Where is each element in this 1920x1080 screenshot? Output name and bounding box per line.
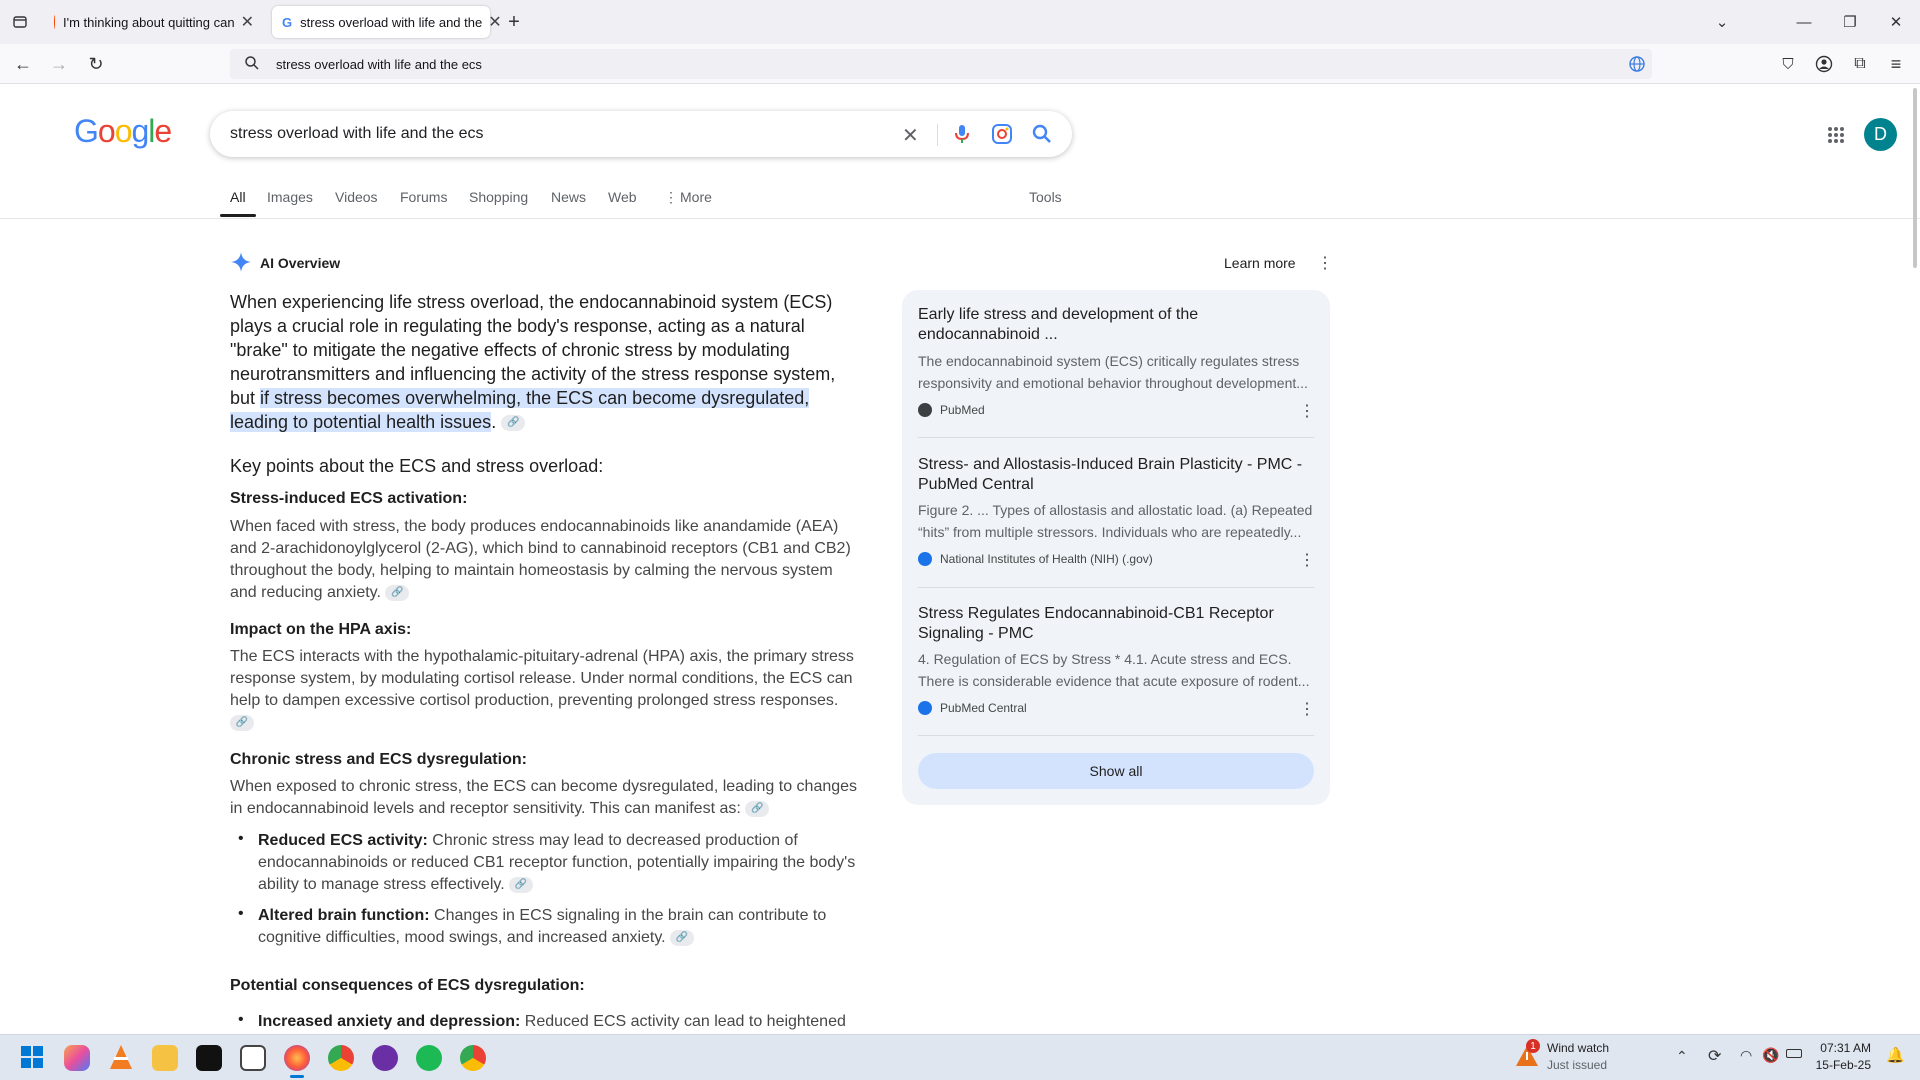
source-1-title[interactable]: Early life stress and development of the endocannabinoid ... bbox=[918, 306, 1199, 343]
search-icon bbox=[244, 55, 260, 76]
tab-1-close-icon[interactable]: ✕ bbox=[240, 14, 254, 31]
show-all-button[interactable]: Show all bbox=[918, 753, 1314, 789]
active-tab-underline bbox=[220, 214, 256, 217]
citation-link-icon[interactable]: 🔗 bbox=[385, 585, 409, 601]
battery-icon[interactable] bbox=[1786, 1049, 1802, 1058]
bullet-2-body: Changes in ECS signaling in the brain can contribute to cognitive difficulties, mood swings, and increased anxiety. bbox=[258, 907, 827, 946]
firefox-icon[interactable] bbox=[284, 1045, 310, 1071]
source-2-site[interactable] bbox=[918, 552, 1153, 566]
forward-arrow-icon[interactable]: → bbox=[50, 53, 68, 74]
source-3-kebab-icon[interactable]: ⋮ bbox=[1299, 701, 1315, 718]
tab-2[interactable] bbox=[272, 6, 502, 38]
clock-app-icon[interactable] bbox=[240, 1045, 266, 1071]
tray-chevron-icon[interactable]: ⌃ bbox=[1676, 1048, 1688, 1064]
section-2-heading: Impact on the HPA axis: bbox=[230, 621, 412, 638]
tab-web[interactable]: Web bbox=[608, 189, 637, 205]
vlc-icon[interactable] bbox=[108, 1043, 134, 1076]
windows-start-icon[interactable] bbox=[20, 1045, 44, 1074]
tab-shopping[interactable]: Shopping bbox=[469, 189, 529, 205]
lead-highlight: if stress becomes overwhelming, the ECS can become dysregulated, leading to potential health issues bbox=[230, 388, 810, 432]
section-1-body: When faced with stress, the body produces endocannabinoids like anandamide (AEA) and 2-arachidonoylglycerol (2-AG), which bind to cannabinoid receptors (CB1 and CB2) throughout the body, helping to maintain homeostasis by calming the nervous system and reducing anxiety. bbox=[230, 518, 851, 601]
source-1-site[interactable] bbox=[918, 403, 985, 417]
source-2-snippet: Figure 2. ... Types of allostasis and allostatic load. (a) Repeated “hits” from multiple stressors. Individuals who are repeatedly... bbox=[918, 502, 1313, 540]
header-divider bbox=[0, 218, 1920, 219]
bullet-1-body: Chronic stress may lead to decreased production of endocannabinoids or reduced CB1 receptor function, potentially impairing the body's ability to manage stress effectively. bbox=[258, 832, 856, 893]
tab-2-title: stress overload with life and the bbox=[300, 14, 483, 30]
bullet-1 bbox=[258, 830, 862, 896]
tab-videos[interactable]: Videos bbox=[335, 189, 378, 205]
bullet-2-head: Altered brain function: bbox=[258, 907, 430, 924]
source-1-kebab-icon[interactable]: ⋮ bbox=[1299, 403, 1315, 420]
sync-icon[interactable]: ⟳ bbox=[1708, 1048, 1722, 1065]
page-scrollbar[interactable] bbox=[1913, 88, 1917, 268]
citation-link-icon[interactable]: 🔗 bbox=[509, 877, 533, 893]
section-3-heading: Chronic stress and ECS dysregulation: bbox=[230, 751, 527, 768]
bullet-dot: • bbox=[238, 830, 244, 847]
minimize-button[interactable]: — bbox=[1796, 13, 1812, 31]
tab-all[interactable]: All bbox=[230, 189, 246, 205]
back-arrow-icon[interactable]: ← bbox=[14, 53, 32, 74]
tab-list-icon[interactable] bbox=[8, 10, 32, 34]
account-avatar[interactable]: D bbox=[1864, 118, 1897, 151]
menu-icon[interactable]: ≡ bbox=[1890, 53, 1902, 74]
bullet-2 bbox=[258, 905, 862, 949]
lead-end: . bbox=[491, 412, 497, 432]
section-2-text bbox=[230, 646, 862, 734]
wifi-icon[interactable]: ◠ bbox=[1740, 1047, 1753, 1063]
section-1-heading: Stress-induced ECS activation: bbox=[230, 490, 468, 507]
google-logo[interactable]: Google bbox=[74, 113, 172, 149]
search-input[interactable]: stress overload with life and the ecs bbox=[230, 125, 484, 142]
section-1-text bbox=[230, 516, 862, 604]
close-window-button[interactable]: ✕ bbox=[1889, 14, 1903, 31]
tab-news[interactable]: News bbox=[551, 189, 587, 205]
search-submit-icon[interactable] bbox=[1031, 123, 1053, 150]
source-2-title[interactable]: Stress- and Allostasis-Induced Brain Plasticity - PMC - PubMed Central bbox=[918, 456, 1303, 493]
spotify-icon[interactable] bbox=[416, 1045, 442, 1071]
pocket-icon[interactable]: ⛉ bbox=[1782, 55, 1794, 73]
source-2-site-name: National Institutes of Health (NIH) (.gov) bbox=[940, 552, 1153, 566]
copilot-icon[interactable] bbox=[64, 1045, 90, 1071]
ai-sparkle-icon bbox=[230, 251, 252, 278]
bullet-dot: • bbox=[238, 905, 244, 922]
ai-lead-paragraph bbox=[230, 290, 860, 434]
section-2-body: The ECS interacts with the hypothalamic-pituitary-adrenal (HPA) axis, the primary stress response system, by modulating cortisol release. Under normal conditions, the ECS can help to dampen excessive cortisol production, preventing prolonged stress responses. bbox=[230, 648, 854, 709]
ai-overview-title: AI Overview bbox=[260, 255, 341, 271]
learn-more-link[interactable]: Learn more bbox=[1224, 255, 1296, 271]
active-app-indicator bbox=[290, 1075, 304, 1078]
weather-title[interactable]: Wind watch bbox=[1547, 1041, 1610, 1055]
searchbox-divider bbox=[937, 124, 938, 146]
lead-text: When experiencing life stress overload, the endocannabinoid system (ECS) plays a crucial role in regulating the body's response, acting as a natural "brake" to mitigate the negative effects of chronic stress by modulating neurotransmitters and influencing the activity of the stress response system, but bbox=[230, 292, 836, 408]
tab-more[interactable]: More bbox=[680, 189, 712, 205]
section-4-heading: Potential consequences of ECS dysregulation: bbox=[230, 977, 585, 994]
extensions-icon[interactable]: ⧉ bbox=[1854, 55, 1866, 72]
source-2-kebab-icon[interactable]: ⋮ bbox=[1299, 552, 1315, 569]
source-3-site-name: PubMed Central bbox=[940, 701, 1027, 715]
source-divider bbox=[918, 437, 1314, 438]
translate-globe-icon[interactable] bbox=[1628, 55, 1646, 78]
source-1-site-name: PubMed bbox=[940, 403, 985, 417]
section-3-text bbox=[230, 776, 862, 820]
bullet-3-head: Increased anxiety and depression: bbox=[258, 1013, 521, 1030]
chrome-profile-icon[interactable] bbox=[460, 1045, 486, 1071]
tab-forums[interactable]: Forums bbox=[400, 189, 448, 205]
tab-images[interactable]: Images bbox=[267, 189, 313, 205]
more-kebab-icon[interactable]: ⋮ bbox=[664, 189, 678, 205]
source-divider bbox=[918, 587, 1314, 588]
clear-search-icon[interactable]: ✕ bbox=[902, 125, 919, 147]
source-3-title[interactable]: Stress Regulates Endocannabinoid-CB1 Receptor Signaling - PMC bbox=[918, 605, 1274, 642]
clock-date[interactable]: 15-Feb-25 bbox=[1815, 1058, 1871, 1072]
tools-button[interactable]: Tools bbox=[1029, 189, 1062, 205]
audio-app-icon[interactable] bbox=[196, 1045, 222, 1071]
source-1-snippet: The endocannabinoid system (ECS) critically regulates stress responsivity and emotional behavior throughout development... bbox=[918, 353, 1308, 391]
bullet-1-head: Reduced ECS activity: bbox=[258, 832, 428, 849]
bullet-3-body: Reduced ECS activity can lead to heightened bbox=[520, 1013, 846, 1030]
weather-subtitle: Just issued bbox=[1547, 1058, 1608, 1072]
new-tab-button[interactable]: + bbox=[508, 10, 520, 33]
google-favicon-icon: G bbox=[282, 14, 293, 30]
citation-link-icon[interactable]: 🔗 bbox=[230, 715, 254, 731]
owl-app-icon[interactable] bbox=[372, 1045, 398, 1071]
volume-muted-icon[interactable]: 🔇 bbox=[1762, 1047, 1780, 1063]
microphone-icon[interactable] bbox=[952, 123, 972, 150]
reload-icon[interactable]: ↻ bbox=[88, 53, 104, 74]
key-points-heading: Key points about the ECS and stress overload: bbox=[230, 456, 604, 476]
source-3-site[interactable] bbox=[918, 701, 1027, 715]
bullet-3 bbox=[258, 1011, 862, 1033]
tab-overflow-chevron-icon[interactable]: ⌄ bbox=[1715, 14, 1729, 31]
google-apps-grid-icon[interactable] bbox=[1827, 126, 1845, 149]
chrome-icon[interactable] bbox=[328, 1045, 354, 1071]
citation-link-icon[interactable]: 🔗 bbox=[745, 801, 769, 817]
maximize-button[interactable]: ❐ bbox=[1843, 14, 1857, 31]
weather-badge: 1 bbox=[1526, 1039, 1540, 1053]
clock-time[interactable]: 07:31 AM bbox=[1820, 1041, 1871, 1055]
navigation-bar bbox=[0, 44, 1920, 84]
file-explorer-icon[interactable] bbox=[152, 1045, 178, 1071]
tab-2-close-icon[interactable]: ✕ bbox=[488, 14, 502, 31]
pmc-favicon-icon bbox=[918, 701, 932, 715]
citation-link-icon[interactable]: 🔗 bbox=[670, 930, 694, 946]
ai-overview-kebab-icon[interactable]: ⋮ bbox=[1317, 255, 1333, 272]
source-divider bbox=[918, 735, 1314, 736]
tab-1-title: I'm thinking about quitting can bbox=[63, 14, 235, 30]
source-3-snippet: 4. Regulation of ECS by Stress * 4.1. Acute stress and ECS. There is considerable evidence that acute exposure of rodent... bbox=[918, 651, 1310, 689]
tab-1[interactable] bbox=[44, 6, 264, 38]
lens-camera-icon[interactable] bbox=[991, 123, 1013, 150]
bullet-dot: • bbox=[238, 1011, 244, 1028]
nih-favicon-icon bbox=[918, 552, 932, 566]
reddit-favicon-icon bbox=[54, 15, 55, 29]
url-text[interactable]: stress overload with life and the ecs bbox=[276, 57, 482, 72]
pubmed-favicon-icon bbox=[918, 403, 932, 417]
account-icon[interactable] bbox=[1812, 52, 1836, 76]
citation-link-icon[interactable]: 🔗 bbox=[501, 415, 525, 431]
section-3-body: When exposed to chronic stress, the ECS can become dysregulated, leading to changes in endocannabinoid levels and receptor sensitivity. This can manifest as: bbox=[230, 778, 858, 817]
notifications-icon[interactable]: 🔔 bbox=[1886, 1047, 1905, 1064]
